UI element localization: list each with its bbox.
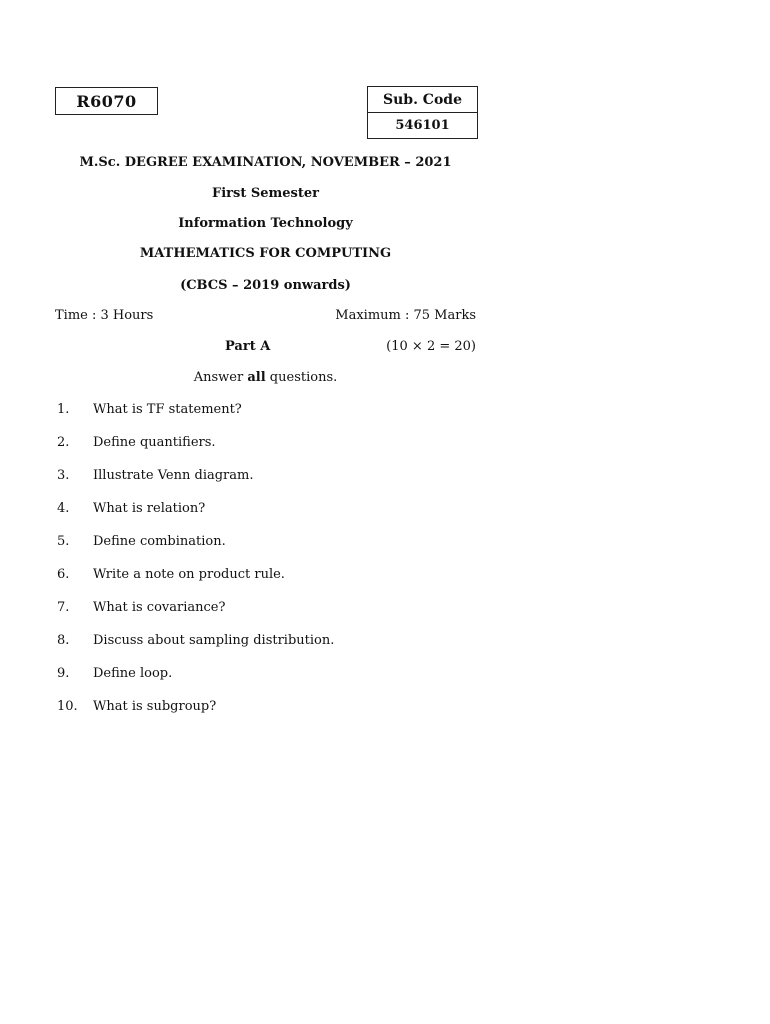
question-item xyxy=(55,501,515,534)
paper-code-box xyxy=(55,87,158,115)
question-item xyxy=(55,633,515,666)
question-number: 1. xyxy=(57,402,70,417)
question-text: What is subgroup? xyxy=(93,699,217,714)
question-text: Define combination. xyxy=(93,534,226,549)
question-item xyxy=(55,600,515,633)
question-number: 7. xyxy=(57,600,70,615)
instruction-suffix: questions. xyxy=(265,370,338,385)
question-item xyxy=(55,567,515,600)
question-text: Illustrate Venn diagram. xyxy=(93,468,254,483)
question-number: 8. xyxy=(57,633,70,648)
question-item xyxy=(55,402,515,435)
question-text: What is relation? xyxy=(93,501,206,516)
time-allowed: Time : 3 Hours xyxy=(55,308,154,323)
instruction-prefix: Answer xyxy=(193,370,248,385)
question-number: 3. xyxy=(57,468,70,483)
part-a-instruction xyxy=(55,370,476,385)
question-text: What is TF statement? xyxy=(93,402,242,417)
question-text: Define loop. xyxy=(93,666,173,681)
question-number: 6. xyxy=(57,567,70,582)
question-text: What is covariance? xyxy=(93,600,226,615)
maximum-marks: Maximum : 75 Marks xyxy=(335,308,476,323)
instruction-emphasis: all xyxy=(247,370,266,385)
question-text: Define quantifiers. xyxy=(93,435,216,450)
exam-meta-row xyxy=(55,308,476,323)
question-text: Write a note on product rule. xyxy=(93,567,285,582)
question-item xyxy=(55,534,515,567)
question-item xyxy=(55,666,515,699)
question-list xyxy=(55,402,515,732)
question-number: 4. xyxy=(57,501,70,516)
question-number: 5. xyxy=(57,534,70,549)
question-item xyxy=(55,468,515,501)
question-number: 9. xyxy=(57,666,70,681)
question-number: 10. xyxy=(57,699,78,714)
question-number: 2. xyxy=(57,435,70,450)
subject-code-box xyxy=(367,86,478,139)
subject-heading: MATHEMATICS FOR COMPUTING xyxy=(139,246,392,261)
department-heading: Information Technology xyxy=(178,216,353,231)
question-item xyxy=(55,699,515,732)
part-a-title: Part A xyxy=(225,339,271,354)
question-item xyxy=(55,435,515,468)
sub-code-label: Sub. Code xyxy=(368,87,477,113)
semester-heading: First Semester xyxy=(212,186,319,201)
question-text: Discuss about sampling distribution. xyxy=(93,633,335,648)
sub-code-value: 546101 xyxy=(395,118,450,133)
part-a-marks: (10 × 2 = 20) xyxy=(386,339,476,354)
degree-heading: M.Sc. DEGREE EXAMINATION, NOVEMBER – 2021 xyxy=(79,155,452,170)
paper-code: R6070 xyxy=(76,91,137,111)
scheme-heading: (CBCS – 2019 onwards) xyxy=(180,278,351,293)
